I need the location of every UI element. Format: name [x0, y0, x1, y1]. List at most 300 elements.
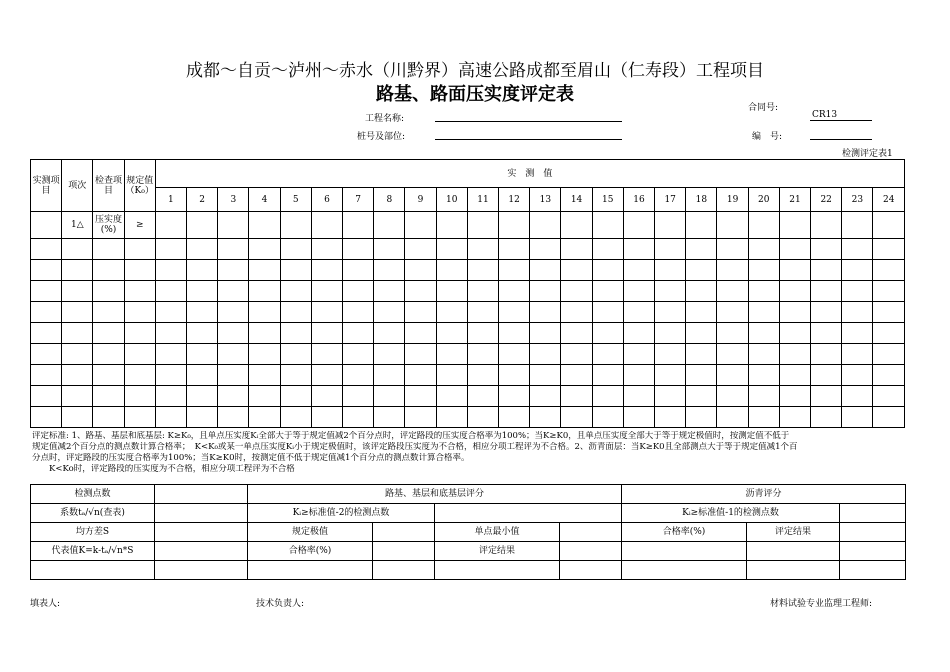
cell	[655, 323, 686, 344]
cell	[779, 407, 810, 428]
cell	[62, 260, 93, 281]
cell	[623, 407, 654, 428]
point-number: 11	[467, 188, 498, 212]
cell	[499, 407, 530, 428]
cell	[873, 344, 905, 365]
cell	[343, 212, 374, 239]
cell	[655, 407, 686, 428]
cell	[499, 281, 530, 302]
cell	[218, 407, 249, 428]
point-number: 3	[218, 188, 249, 212]
cell	[530, 344, 561, 365]
table-row	[31, 302, 905, 323]
cell	[373, 523, 435, 542]
cell	[249, 212, 280, 239]
cell	[124, 344, 155, 365]
cell	[560, 523, 622, 542]
cell	[811, 365, 842, 386]
project-name-label: 工程名称:	[365, 114, 405, 124]
cell	[840, 561, 906, 580]
cell	[436, 212, 467, 239]
point-number: 6	[311, 188, 342, 212]
cell	[748, 344, 779, 365]
cell	[842, 302, 873, 323]
cell	[155, 407, 186, 428]
cell	[622, 542, 747, 561]
cell	[311, 212, 342, 239]
cell	[592, 407, 623, 428]
point-number: 16	[623, 188, 654, 212]
cell	[779, 344, 810, 365]
cell	[311, 386, 342, 407]
cell	[93, 407, 124, 428]
cell	[187, 281, 218, 302]
cell	[717, 212, 748, 239]
cell	[218, 239, 249, 260]
cell	[155, 523, 248, 542]
cell	[435, 561, 560, 580]
cell	[31, 386, 62, 407]
cell	[343, 281, 374, 302]
cell	[467, 386, 498, 407]
point-number: 24	[873, 188, 905, 212]
cell	[62, 281, 93, 302]
cell	[842, 323, 873, 344]
cell	[311, 344, 342, 365]
cell	[405, 386, 436, 407]
asphalt-ge-label: Kᵢ≥标准值-1的检测点数	[622, 504, 840, 523]
cell	[686, 365, 717, 386]
cell	[748, 212, 779, 239]
cell	[436, 386, 467, 407]
cell	[811, 323, 842, 344]
cell	[717, 281, 748, 302]
cell	[218, 212, 249, 239]
cell	[842, 365, 873, 386]
col-header-spec: 规定值（K₀）	[124, 160, 155, 212]
cell	[717, 386, 748, 407]
cell	[747, 542, 840, 561]
cell	[530, 407, 561, 428]
table-row	[31, 344, 905, 365]
cell	[155, 344, 186, 365]
cell	[686, 344, 717, 365]
cell	[436, 344, 467, 365]
spec-limit-label: 规定极值	[248, 523, 373, 542]
table-row	[31, 407, 905, 428]
form-title: 路基、路面压实度评定表	[376, 84, 574, 105]
cell	[311, 239, 342, 260]
cell	[842, 260, 873, 281]
project-name-field	[435, 121, 622, 122]
cell	[561, 302, 592, 323]
cell	[187, 386, 218, 407]
cell	[499, 365, 530, 386]
cell	[249, 281, 280, 302]
cell	[467, 302, 498, 323]
cell	[717, 407, 748, 428]
cell	[811, 344, 842, 365]
cell	[686, 323, 717, 344]
engineer-label: 材料试验专业监理工程师:	[770, 599, 873, 609]
cell	[405, 260, 436, 281]
cell	[840, 523, 906, 542]
cell	[436, 407, 467, 428]
cell	[873, 212, 905, 239]
cell	[374, 239, 405, 260]
cell	[124, 323, 155, 344]
cell	[811, 260, 842, 281]
cell	[842, 344, 873, 365]
cell	[436, 302, 467, 323]
cell	[155, 212, 186, 239]
point-number-row	[31, 188, 905, 212]
eval-result-label: 评定结果	[435, 542, 560, 561]
cell	[280, 323, 311, 344]
cell: 压实度(%)	[93, 212, 124, 239]
cell	[93, 239, 124, 260]
station-label: 桩号及部位:	[357, 132, 406, 142]
cell	[655, 212, 686, 239]
cell	[435, 504, 622, 523]
cell	[93, 365, 124, 386]
cell	[280, 260, 311, 281]
point-number: 17	[655, 188, 686, 212]
cell	[561, 239, 592, 260]
cell	[31, 344, 62, 365]
point-number: 8	[374, 188, 405, 212]
cell	[499, 212, 530, 239]
cell	[779, 302, 810, 323]
cell	[530, 239, 561, 260]
cell	[405, 239, 436, 260]
cell	[592, 323, 623, 344]
cell	[373, 542, 435, 561]
cell	[280, 212, 311, 239]
cell	[124, 260, 155, 281]
cell	[561, 323, 592, 344]
note-line: K<Ko时，评定路段的压实度为不合格，相应分项工程评为不合格	[32, 464, 295, 474]
note-line: 规定值减2个百分点的测点数计算合格率； K<K₀或某一单点压实度Kᵢ小于规定极值时，该评定路段压实度为不合格，相应分项工程评为不合格。2、沥青面层：当K≥K0且全部测点大于等于规定值减1个百	[32, 442, 798, 452]
cell	[311, 323, 342, 344]
cell	[779, 323, 810, 344]
cell	[623, 239, 654, 260]
cell	[343, 260, 374, 281]
cell	[155, 504, 248, 523]
table-row	[31, 212, 905, 239]
cell	[623, 281, 654, 302]
cell	[840, 504, 906, 523]
cell	[779, 281, 810, 302]
cell	[93, 260, 124, 281]
table-row	[31, 386, 905, 407]
cell	[686, 212, 717, 239]
cell	[779, 239, 810, 260]
cell	[62, 239, 93, 260]
cell	[31, 239, 62, 260]
point-number: 20	[748, 188, 779, 212]
cell	[811, 212, 842, 239]
cell	[499, 302, 530, 323]
cell	[311, 260, 342, 281]
cell	[436, 365, 467, 386]
cell	[748, 323, 779, 344]
cell	[155, 302, 186, 323]
cell	[623, 344, 654, 365]
cell	[592, 302, 623, 323]
cell	[343, 365, 374, 386]
cell	[62, 302, 93, 323]
cell	[840, 542, 906, 561]
cell	[748, 365, 779, 386]
cell	[280, 344, 311, 365]
cell	[187, 344, 218, 365]
point-number: 12	[499, 188, 530, 212]
point-number: 4	[249, 188, 280, 212]
cell	[717, 260, 748, 281]
cell	[218, 344, 249, 365]
cell	[31, 281, 62, 302]
measurement-table	[30, 159, 905, 428]
cell	[530, 302, 561, 323]
cell	[249, 365, 280, 386]
point-number: 5	[280, 188, 311, 212]
cell	[31, 365, 62, 386]
cell	[93, 281, 124, 302]
cell	[842, 281, 873, 302]
cell	[717, 365, 748, 386]
cell	[31, 302, 62, 323]
rep-value-label: 代表值K=k-tₐ/√n*S	[31, 542, 155, 561]
cell: 1△	[62, 212, 93, 239]
cell	[249, 344, 280, 365]
cell	[187, 302, 218, 323]
cell	[561, 260, 592, 281]
cell	[155, 323, 186, 344]
cell	[779, 365, 810, 386]
note-line: 评定标准: 1、路基、基层和底基层: K≥K₀，且单点压实度Kᵢ全部大于等于规定值减2个百分点时，评定路段的压实度合格率为100%；当K≥K0，且单点压实度全部大于等于规定极值时，按测定值不低于	[32, 431, 790, 441]
points-count-label: 检测点数	[31, 485, 155, 504]
point-number: 9	[405, 188, 436, 212]
cell	[218, 386, 249, 407]
point-number: 7	[343, 188, 374, 212]
cell	[623, 212, 654, 239]
cell	[530, 386, 561, 407]
cell	[218, 323, 249, 344]
cell	[592, 365, 623, 386]
cell	[124, 302, 155, 323]
cell	[405, 281, 436, 302]
preparer-label: 填表人:	[30, 599, 61, 609]
cell	[155, 239, 186, 260]
base-ge-label: Kᵢ≥标准值-2的检测点数	[248, 504, 435, 523]
cell	[374, 281, 405, 302]
cell	[748, 281, 779, 302]
cell	[561, 212, 592, 239]
cell	[499, 323, 530, 344]
cell	[405, 344, 436, 365]
table-row	[31, 281, 905, 302]
cell	[343, 239, 374, 260]
cell	[280, 407, 311, 428]
cell	[873, 386, 905, 407]
cell	[405, 365, 436, 386]
cell	[623, 323, 654, 344]
cell	[436, 281, 467, 302]
cell	[561, 365, 592, 386]
number-label: 编 号:	[752, 132, 783, 142]
cell	[873, 260, 905, 281]
cell	[187, 365, 218, 386]
cell	[62, 344, 93, 365]
cell	[748, 302, 779, 323]
cell	[374, 386, 405, 407]
cell	[62, 365, 93, 386]
cell	[467, 260, 498, 281]
cell	[374, 344, 405, 365]
cell	[623, 365, 654, 386]
cell	[436, 260, 467, 281]
cell	[842, 212, 873, 239]
cell	[873, 323, 905, 344]
cell	[779, 386, 810, 407]
cell	[311, 365, 342, 386]
cell	[530, 260, 561, 281]
cell	[873, 302, 905, 323]
cell	[343, 344, 374, 365]
cell	[62, 386, 93, 407]
cell	[686, 386, 717, 407]
cell	[374, 365, 405, 386]
cell	[747, 561, 840, 580]
cell	[124, 407, 155, 428]
cell	[561, 407, 592, 428]
station-field	[435, 139, 622, 140]
cell	[561, 344, 592, 365]
single-min-label: 单点最小值	[435, 523, 560, 542]
cell	[748, 239, 779, 260]
cell	[779, 260, 810, 281]
cell	[31, 323, 62, 344]
cell	[374, 302, 405, 323]
cell	[811, 407, 842, 428]
col-header-check: 检查项目	[93, 160, 124, 212]
cell	[655, 302, 686, 323]
point-number: 1	[155, 188, 186, 212]
cell	[187, 323, 218, 344]
form-number: 检测评定表1	[842, 149, 893, 159]
cell	[155, 281, 186, 302]
pass-rate-label: 合格率(%)	[622, 523, 747, 542]
cell	[499, 344, 530, 365]
coef-label: 系数tₐ/√n(查表)	[31, 504, 155, 523]
asphalt-eval-header: 沥青评分	[622, 485, 906, 504]
cell	[155, 365, 186, 386]
cell	[623, 302, 654, 323]
cell	[467, 239, 498, 260]
cell	[842, 386, 873, 407]
cell	[248, 561, 373, 580]
cell	[873, 407, 905, 428]
cell	[374, 407, 405, 428]
table-row	[31, 365, 905, 386]
evaluation-notes	[32, 431, 904, 475]
cell	[873, 281, 905, 302]
cell	[655, 281, 686, 302]
cell	[280, 302, 311, 323]
cell	[218, 302, 249, 323]
cell	[530, 365, 561, 386]
cell	[811, 302, 842, 323]
cell	[467, 407, 498, 428]
col-header-item: 实测项目	[31, 160, 62, 212]
cell	[686, 281, 717, 302]
cell	[155, 561, 248, 580]
contract-label: 合同号:	[748, 103, 779, 113]
table-row	[31, 323, 905, 344]
cell	[93, 323, 124, 344]
cell	[218, 281, 249, 302]
cell	[592, 281, 623, 302]
cell	[655, 260, 686, 281]
point-number: 2	[187, 188, 218, 212]
cell	[249, 407, 280, 428]
cell	[155, 485, 248, 504]
cell	[655, 386, 686, 407]
std-dev-label: 均方差S	[31, 523, 155, 542]
pass-rate-label: 合格率(%)	[248, 542, 373, 561]
point-number: 21	[779, 188, 810, 212]
project-title: 成都～自贡～泸州～赤水（川黔界）高速公路成都至眉山（仁寿段）工程项目	[186, 61, 764, 81]
cell	[748, 260, 779, 281]
cell	[873, 239, 905, 260]
cell: ≥	[124, 212, 155, 239]
contract-underline	[810, 120, 872, 121]
cell	[218, 260, 249, 281]
point-number: 14	[561, 188, 592, 212]
cell	[748, 386, 779, 407]
cell	[592, 239, 623, 260]
cell	[560, 542, 622, 561]
measured-values-header: 实 测 值	[155, 160, 904, 188]
cell	[842, 407, 873, 428]
cell	[280, 281, 311, 302]
number-field	[810, 139, 872, 140]
cell	[530, 323, 561, 344]
cell	[686, 302, 717, 323]
cell	[249, 239, 280, 260]
cell	[187, 239, 218, 260]
cell	[155, 542, 248, 561]
cell	[280, 386, 311, 407]
base-eval-header: 路基、基层和底基层评分	[248, 485, 622, 504]
cell	[31, 561, 155, 580]
cell	[343, 386, 374, 407]
cell	[560, 561, 622, 580]
cell	[467, 281, 498, 302]
cell	[717, 302, 748, 323]
cell	[373, 561, 435, 580]
table-row	[31, 260, 905, 281]
point-number: 22	[811, 188, 842, 212]
cell	[187, 212, 218, 239]
cell	[811, 281, 842, 302]
cell	[311, 281, 342, 302]
cell	[155, 386, 186, 407]
cell	[436, 323, 467, 344]
cell	[530, 212, 561, 239]
cell	[343, 323, 374, 344]
